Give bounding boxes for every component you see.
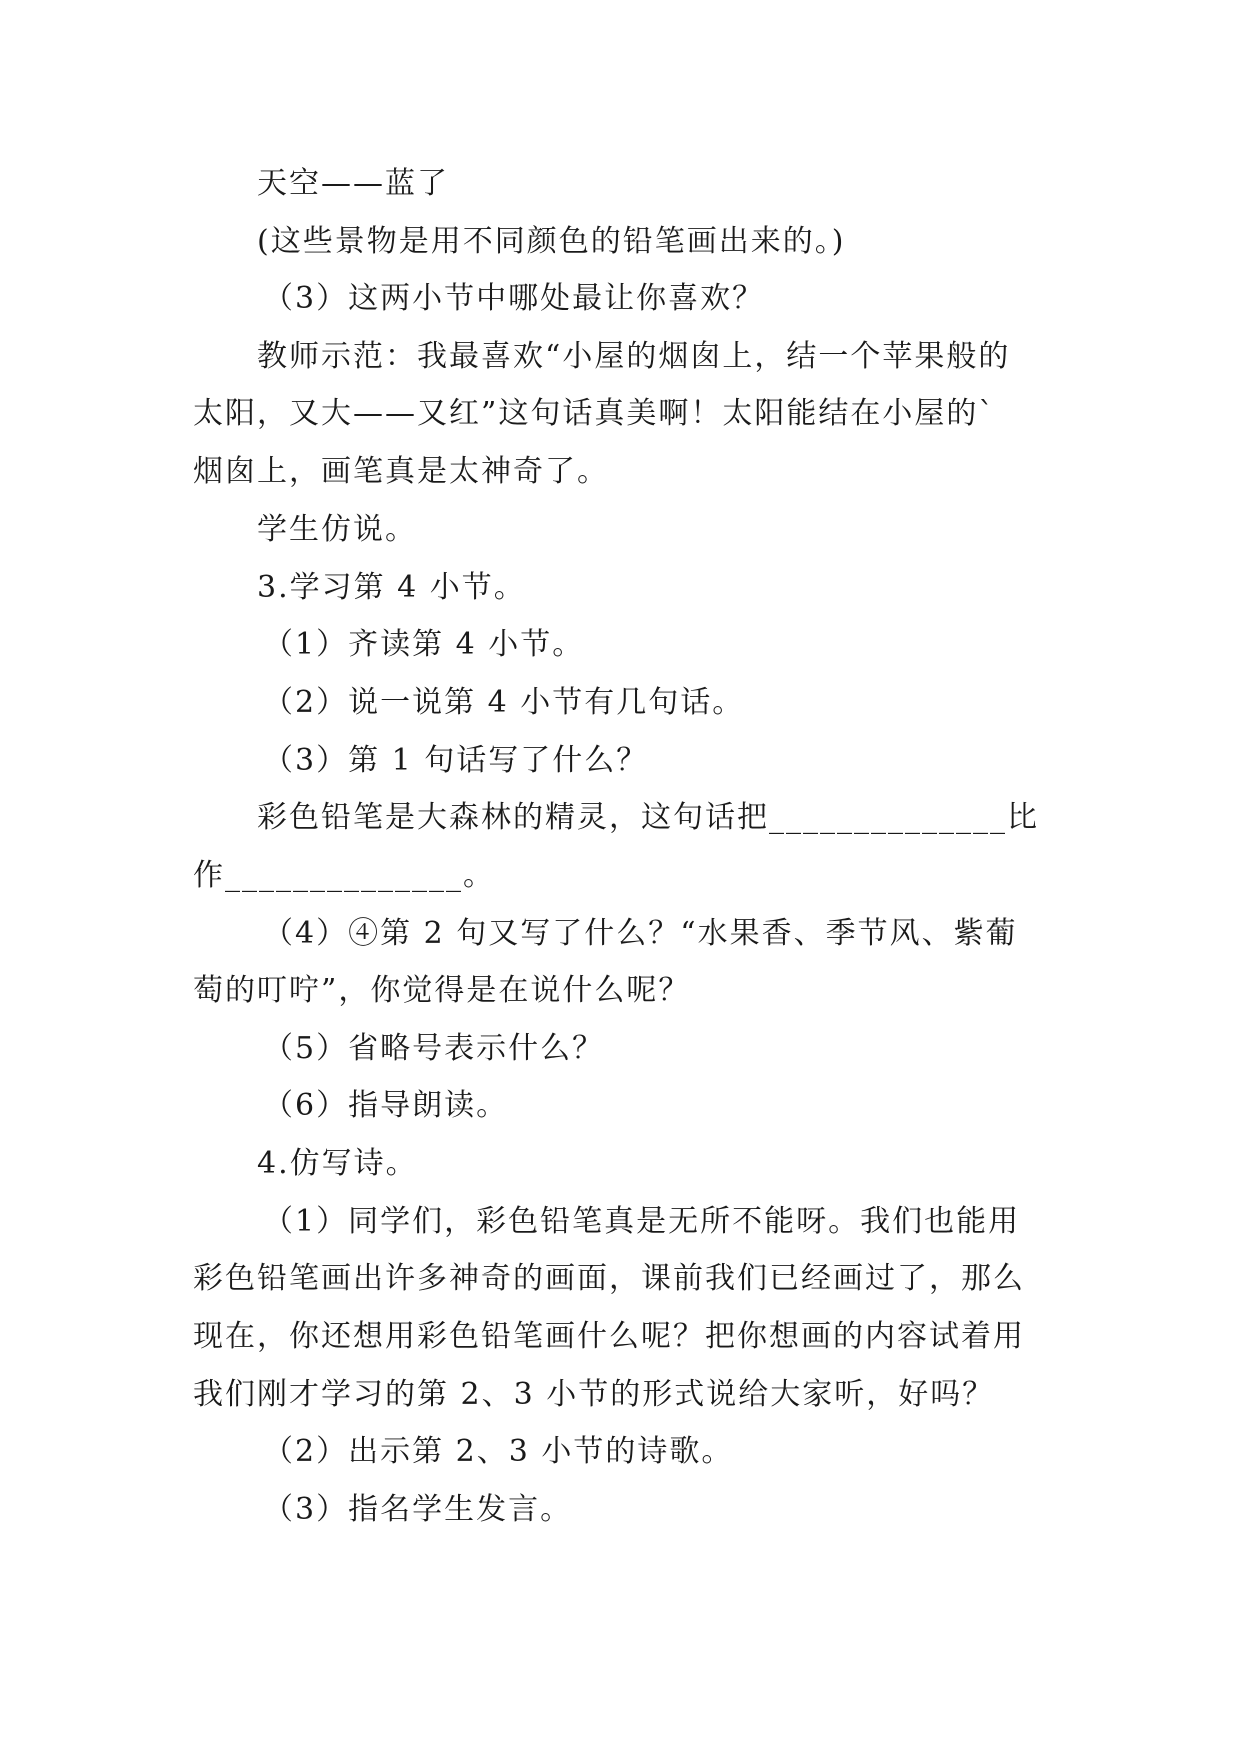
text-line: （6）指导朗读。 <box>263 1088 509 1123</box>
text-line: 彩色铅笔画出许多神奇的画面，课前我们已经画过了，那么 <box>193 1261 1025 1296</box>
text-line: （3）指名学生发言。 <box>263 1492 573 1527</box>
text-line: 烟囱上，画笔真是太神奇了。 <box>193 454 609 489</box>
text-line: （1）齐读第 4 小节。 <box>263 627 585 662</box>
text-line: （4）④第 2 句又写了什么？“水果香、季节风、紫葡 <box>263 916 1018 951</box>
text-line: （3）这两小节中哪处最让你喜欢？ <box>263 281 765 316</box>
text-line: 我们刚才学习的第 2、3 小节的形式说给大家听，好吗？ <box>193 1377 995 1412</box>
text-line: （2）出示第 2、3 小节的诗歌。 <box>263 1434 734 1469</box>
text-line: 3.学习第 4 小节。 <box>257 570 526 605</box>
text-line: （1）同学们，彩色铅笔真是无所不能呀。我们也能用 <box>263 1204 1021 1239</box>
text-line: (这些景物是用不同颜色的铅笔画出来的。) <box>257 224 846 259</box>
text-line: 天空——蓝了 <box>257 166 449 201</box>
text-line: 太阳，又大——又红”这句话真美啊！太阳能结在小屋的` <box>193 396 996 431</box>
text-line: 现在，你还想用彩色铅笔画什么呢？把你想画的内容试着用 <box>193 1319 1025 1354</box>
text-line: （3）第 1 句话写了什么？ <box>263 743 649 778</box>
text-line: 学生仿说。 <box>257 512 417 547</box>
text-line: 作______________。 <box>193 858 495 893</box>
text-line: （2）说一说第 4 小节有几句话。 <box>263 685 745 720</box>
text-line: 萄的叮咛”，你觉得是在说什么呢？ <box>193 973 691 1008</box>
text-line: 教师示范：我最喜欢“小屋的烟囱上，结一个苹果般的 <box>257 339 1011 374</box>
text-line: （5）省略号表示什么？ <box>263 1031 605 1066</box>
text-line: 彩色铅笔是大森林的精灵，这句话把______________比 <box>257 800 1039 835</box>
text-line: 4.仿写诗。 <box>257 1146 418 1181</box>
